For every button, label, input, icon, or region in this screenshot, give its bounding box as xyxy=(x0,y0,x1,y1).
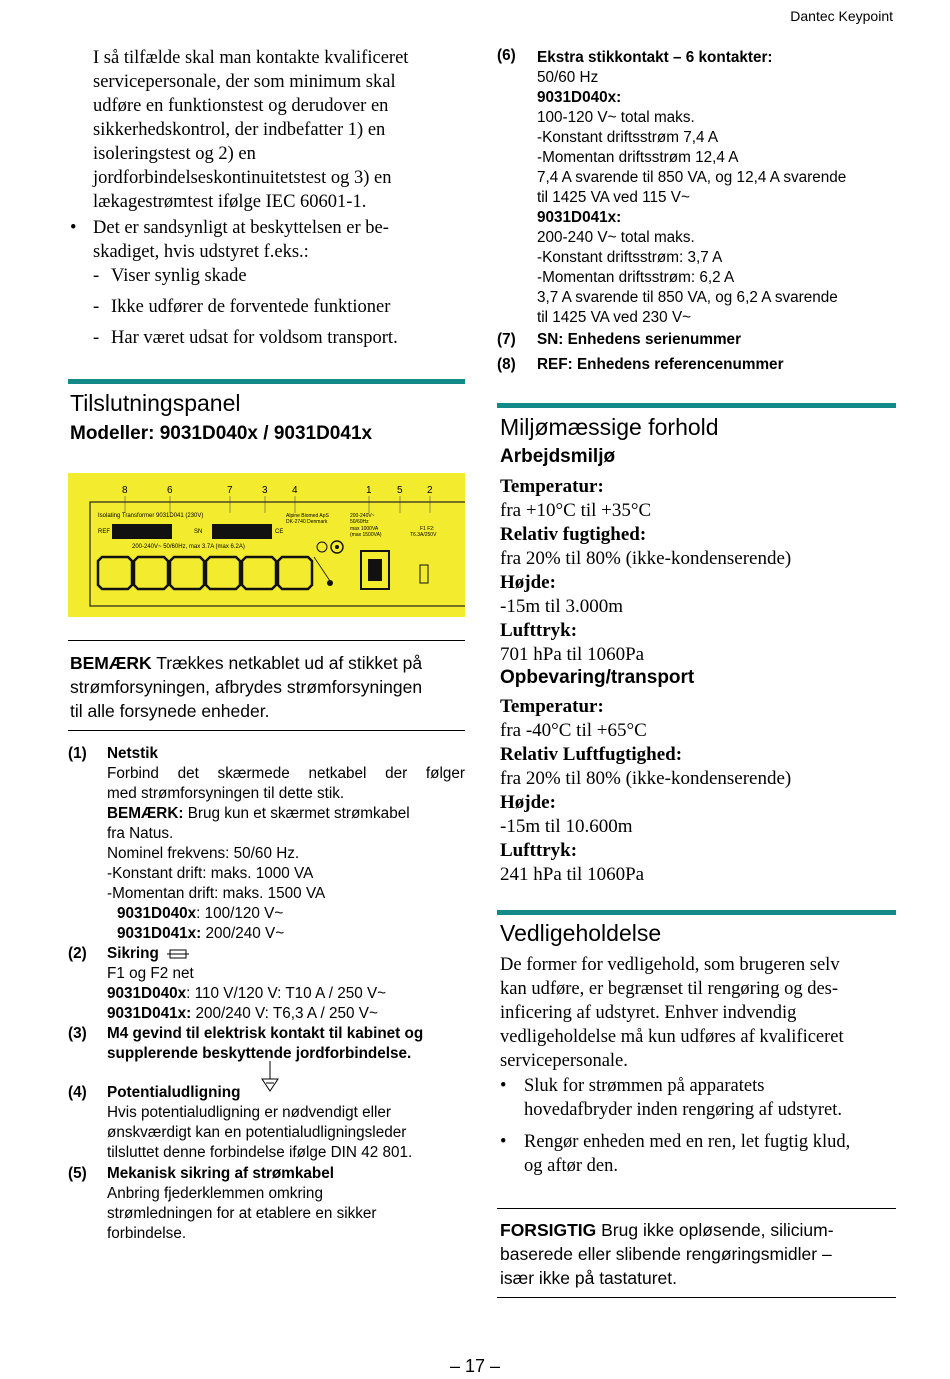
panel-label-transformer: Isolating Transformer 9031D041 (230V) xyxy=(98,513,204,519)
spec-line: 100-120 V~ total maks. xyxy=(537,109,695,126)
panel-label-out: max 1000VA xyxy=(350,526,379,532)
section-title: Tilslutningspanel xyxy=(70,390,241,416)
work-conditions: Temperatur: fra +10°C til +35°C Relativ fugtighed: fra 20% til 80% (ikke-kondenserende) Højde: -15m til 3.000m Lufttryk: 701 hPa til 1060Pa xyxy=(500,476,792,665)
bullet-line: skadiget, hvis udstyret f.eks.: xyxy=(93,242,309,262)
maintenance-bullet: • Sluk for strømmen på apparatets hovedafbryder inden rengøring af udstyret. xyxy=(500,1076,842,1120)
section-rule xyxy=(497,910,896,915)
callout-1: 1 xyxy=(366,485,372,496)
spec-line: 9031D041x: xyxy=(537,209,622,226)
maintenance-paragraph: De former for vedligehold, som brugeren selv kan udføre, er begrænset til rengøring og des- inficering af udstyret. Enhver indvendig vedligeholdelse må kun udføres af kvalificeret servicepersonale. xyxy=(500,955,844,1071)
spec-line: -Konstant driftsstrøm: 3,7 A xyxy=(537,249,723,266)
intro-line: sikkerhedskontrol, der indbefatter 1) en xyxy=(93,120,386,140)
panel-label-outlets: 200-240V~ 50/60Hz, max 3.7A (max 6.2A) xyxy=(132,544,245,550)
bullet-dot-icon: • xyxy=(500,1132,507,1152)
intro-line: I så tilfælde skal man kontakte kvalificeret xyxy=(93,48,409,68)
storage-conditions: Temperatur: fra -40°C til +65°C Relativ Luftfugtighed: fra 20% til 80% (ikke-kondenserende) Højde: -15m til 10.600m Lufttryk: 241 hPa til 1060Pa xyxy=(500,696,792,885)
dash-item: - Har været udsat for voldsom transport. xyxy=(93,328,398,348)
panel-label-ref: REF xyxy=(98,529,110,535)
bullet-dot-icon: • xyxy=(70,218,77,238)
spec-line: -Momentan driftsstrøm: 6,2 A xyxy=(537,269,735,286)
note-rule-bottom xyxy=(68,730,465,731)
fuse-icon xyxy=(167,948,189,960)
bullet-line: Det er sandsynligt at beskyttelsen er be- xyxy=(93,218,389,238)
callout-6: 6 xyxy=(167,485,173,496)
spec-line: 50/60 Hz xyxy=(537,69,599,86)
page-number: – 17 – xyxy=(449,1356,501,1376)
panel-label-ce: CE xyxy=(275,529,284,535)
dash-icon: - xyxy=(93,328,100,348)
subsection-title: Opbevaring/transport xyxy=(500,667,695,688)
damage-bullet xyxy=(70,216,465,264)
caution-block: FORSIGTIG Brug ikke opløsende, silicium- baserede eller slibende rengøringsmidler – især ikke på tastaturet. xyxy=(500,1220,834,1288)
list-item: (7) SN: Enhedens serienummer xyxy=(497,331,742,348)
panel-label-fuse: T6.3A/250V xyxy=(410,532,437,538)
intro-line: isoleringstest og 2) en xyxy=(93,144,256,164)
panel-label-mfr: Alpine Biomed ApS xyxy=(286,513,329,519)
dash-icon: - xyxy=(93,297,100,317)
panel-label-fuse: F1 F2: xyxy=(420,526,435,532)
panel-label-mfr: DK-2740 Denmark xyxy=(286,519,328,525)
maintenance-bullet: • Rengør enheden med en ren, let fugtig klud, og aftør den. xyxy=(500,1132,851,1176)
panel-diagram xyxy=(68,473,465,617)
callout-4: 4 xyxy=(292,485,298,496)
outlet-spec-item: (6) Ekstra stikkontakt – 6 kontakter: 50/60 Hz 9031D040x: 100-120 V~ total maks. -Konstant driftsstrøm 7,4 A -Momentan driftsstrøm 12,4 A 7,4 A svarende til 850 VA, og 12,4 A svarende til 1425 VA ved 115 V~ 9031D041x: 200-240 V~ total maks. -Konstant driftsstrøm: 3,7 A -Momentan driftsstrøm: 6,2 A 3,7 A svarende til 850 VA, og 6,2 A svarende til 1425 VA ved 230 V~ xyxy=(497,46,897,328)
section-subtitle: Modeller: 9031D040x / 9031D041x xyxy=(70,423,373,444)
intro-paragraph xyxy=(93,46,465,214)
panel-label-out: (max 1500VA) xyxy=(350,532,382,538)
caution-rule-top xyxy=(497,1208,896,1209)
dash-item: - Viser synlig skade xyxy=(93,266,247,286)
note-block: BEMÆRK Trækkes netkablet ud af stikket på strømforsyningen, afbrydes strømforsyningen til alle forsynede enheder. xyxy=(70,653,423,721)
note-rule-top xyxy=(68,640,465,641)
section-title: Vedligeholdelse xyxy=(500,920,662,946)
section-rule xyxy=(68,379,465,384)
note-label: BEMÆRK xyxy=(70,653,152,673)
section-rule xyxy=(497,403,896,408)
outlet-spec-lines xyxy=(537,68,897,328)
bullet-dot-icon: • xyxy=(500,1076,507,1096)
callout-8: 8 xyxy=(122,485,128,496)
spec-line: 3,7 A svarende til 850 VA, og 6,2 A svarende xyxy=(537,289,838,306)
spec-line: -Konstant driftsstrøm 7,4 A xyxy=(537,129,719,146)
callout-2: 2 xyxy=(427,485,433,496)
spec-line: til 1425 VA ved 230 V~ xyxy=(537,309,692,326)
spec-line: -Momentan driftsstrøm 12,4 A xyxy=(537,149,739,166)
callout-5: 5 xyxy=(397,485,403,496)
intro-line: udføre en funktionstest og derudover en xyxy=(93,96,389,116)
caution-label: FORSIGTIG xyxy=(500,1220,597,1240)
section-title: Miljømæssige forhold xyxy=(500,414,719,440)
panel-label-out: 50/60Hz xyxy=(350,519,369,525)
connector-list: (1) Netstik Forbind det skærmede netkabel der følger med strømforsyningen til dette stik. BEMÆRK: Brug kun et skærmet strømkabel fra Natus. Nominel frekvens: 50/60 Hz. -Konstant drift: maks. 1000 VA -Momentan drift: maks. 1500 VA 9031D040x: 100/120 V~ 9031D041x: 200/240 V~ (2) Sikring F1 og F2 net 9031D040x: 110 V/120 V: T10 A / 250 V~ 9031D041x: 200/240 V: T6,3 A / 250 V~ (3) M4 gevind til elektrisk kontakt til kabinet og supplerende beskyttende jordforbindelse. (4) Potentialudligning Hvis potentialudligning er nødvendigt eller ønskværdigt kan en potentialudligningsleder tilsluttet denne forbindelse ifølge DIN 42 801. (5) Mekanisk sikring af strømkabel Anbring fjederklemmen omkring strømledningen for at etablere en sikker forbindelse. xyxy=(68,745,465,1242)
intro-line: lækagestrømtest ifølge IEC 60601-1. xyxy=(93,192,367,212)
spec-line: 9031D040x: xyxy=(537,89,622,106)
intro-line: jordforbindelseskontinuitetstest og 3) en xyxy=(93,168,392,188)
callout-7: 7 xyxy=(227,485,233,496)
caution-rule-bottom xyxy=(497,1297,896,1298)
subsection-title: Arbejdsmiljø xyxy=(500,446,616,467)
connection-panel-figure xyxy=(68,473,465,617)
panel-label-sn: SN xyxy=(194,529,203,535)
spec-line: 7,4 A svarende til 850 VA, og 12,4 A svarende xyxy=(537,169,847,186)
equipotential-icon xyxy=(260,1061,280,1095)
spec-line: til 1425 VA ved 115 V~ xyxy=(537,189,690,206)
callout-3: 3 xyxy=(262,485,268,496)
spec-line: 200-240 V~ total maks. xyxy=(537,229,695,246)
panel-label-out: 200-240V~ xyxy=(350,513,375,519)
dash-icon: - xyxy=(93,266,100,286)
dash-item: - Ikke udfører de forventede funktioner xyxy=(93,297,391,317)
running-header: Dantec Keypoint xyxy=(790,8,893,24)
list-item: (8) REF: Enhedens referencenummer xyxy=(497,356,784,373)
intro-line: servicepersonale, der som minimum skal xyxy=(93,72,396,92)
